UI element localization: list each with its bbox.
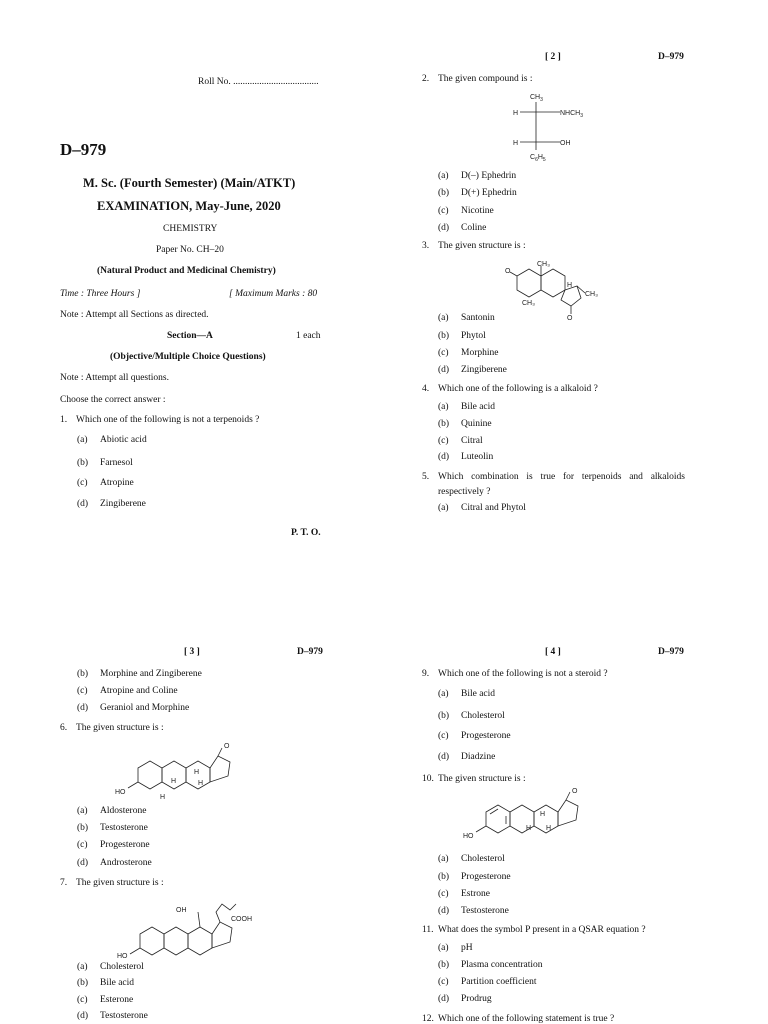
- q6-option-c: (c) Progesterone: [77, 840, 150, 850]
- page-number: [ 4 ]: [545, 647, 561, 657]
- label-ho: HO: [117, 953, 128, 960]
- note-questions: Note : Attempt all questions.: [60, 373, 169, 383]
- fischer-projection-diagram: [510, 88, 610, 164]
- page-code: D–979: [297, 647, 323, 657]
- q4-option-d: (d) Luteolin: [438, 452, 494, 462]
- pto: P. T. O.: [291, 528, 321, 538]
- label-ho: HO: [463, 833, 474, 840]
- exam-title: EXAMINATION, May-June, 2020: [97, 199, 281, 213]
- label-ch3-right: CH₃: [585, 291, 598, 298]
- label-h-bottom: H: [513, 140, 519, 147]
- label-ch3: $CH_3$: [530, 94, 543, 103]
- paper-title: (Natural Product and Medicinal Chemistry): [97, 266, 276, 276]
- maximum-marks: [ Maximum Marks : 80: [229, 289, 318, 299]
- label-cooh: COOH: [231, 916, 252, 923]
- q10-option-d: (d) Testosterone: [438, 906, 509, 916]
- question-1: 1. Which one of the following is not a terpenoids ?: [60, 415, 260, 425]
- bile-acid-structure-diagram: [112, 896, 252, 962]
- q7-option-d: (d) Testosterone: [77, 1011, 148, 1021]
- paper-code: D–979: [60, 140, 107, 159]
- q1-option-d: (d) Zingiberene: [77, 499, 146, 509]
- q5-option-b: (b) Morphine and Zingiberene: [77, 669, 202, 679]
- q2-option-c: (c) Nicotine: [438, 206, 494, 216]
- question-2: 2. The given compound is :: [422, 74, 533, 84]
- question-11: 11. What does the symbol P present in a QSAR equation ?: [422, 925, 646, 935]
- q5-option-a: (a) Citral and Phytol: [438, 503, 526, 513]
- q10-option-a: (a) Cholesterol: [438, 854, 505, 864]
- note-sections: Note : Attempt all Sections as directed.: [60, 310, 209, 320]
- question-10: 10. The given structure is :: [422, 774, 526, 784]
- q4-option-c: (c) Citral: [438, 436, 483, 446]
- q10-option-b: (b) Progesterone: [438, 872, 511, 882]
- label-o: O: [224, 743, 230, 750]
- q2-option-b: (b) D(+) Ephedrin: [438, 188, 517, 198]
- page-code: D–979: [658, 52, 684, 62]
- question-12: 12. Which one of the following statement is true ?: [422, 1014, 615, 1024]
- label-ho: HO: [115, 789, 126, 796]
- q4-option-a: (a) Bile acid: [438, 402, 496, 412]
- marks-each: 1 each: [296, 331, 321, 341]
- label-h3: H: [198, 780, 204, 787]
- q6-option-d: (d) Androsterone: [77, 858, 152, 868]
- label-oh: OH: [176, 907, 187, 914]
- label-c6h5: $C_6H_5$: [530, 154, 546, 163]
- q3-option-d: (d) Zingiberene: [438, 365, 507, 375]
- label-nhch3: $NHCH_3$: [560, 110, 584, 119]
- q3-option-a: (a) Santonin: [438, 313, 495, 323]
- q4-option-b: (b) Quinine: [438, 419, 492, 429]
- q3-option-c: (c) Morphine: [438, 348, 499, 358]
- q7-option-c: (c) Esterone: [77, 995, 134, 1005]
- q11-option-c: (c) Partition coefficient: [438, 977, 537, 987]
- question-7: 7. The given structure is :: [60, 878, 164, 888]
- page-number: [ 3 ]: [184, 647, 200, 657]
- page-code: D–979: [658, 647, 684, 657]
- q1-option-a: (a) Abiotic acid: [77, 435, 147, 445]
- q11-option-b: (b) Plasma concentration: [438, 960, 543, 970]
- q11-option-a: (a) pH: [438, 943, 473, 953]
- label-o: O: [572, 788, 578, 795]
- subject: CHEMISTRY: [163, 224, 218, 234]
- q1-option-c: (c) Atropine: [77, 478, 134, 488]
- question-5: 5. Which combination is true for terpenoids and alkaloids: [422, 472, 685, 482]
- label-h4: H: [160, 794, 166, 801]
- androsterone-structure-diagram: [110, 740, 240, 802]
- question-4: 4. Which one of the following is a alkaloid ?: [422, 384, 598, 394]
- q10-option-c: (c) Estrone: [438, 889, 491, 899]
- label-oh: OH: [560, 140, 571, 147]
- q9-option-d: (d) Diadzine: [438, 752, 496, 762]
- label-o-ketone: O: [505, 268, 511, 275]
- question-3: 3. The given structure is :: [422, 241, 526, 251]
- q1-option-b: (b) Farnesol: [77, 458, 133, 468]
- santonin-structure-diagram: [505, 258, 610, 320]
- label-h2: H: [526, 825, 532, 832]
- question-5-cont: respectively ?: [438, 487, 491, 497]
- q6-option-a: (a) Aldosterone: [77, 806, 147, 816]
- label-h: H: [567, 282, 573, 289]
- roll-no: Roll No. ....................................: [198, 77, 319, 87]
- label-ch3-bottom: CH₃: [522, 300, 535, 307]
- q7-option-b: (b) Bile acid: [77, 978, 135, 988]
- q7-option-a: (a) Cholesterol: [77, 962, 144, 972]
- q5-option-c: (c) Atropine and Coline: [77, 686, 178, 696]
- paper-number: Paper No. CH–20: [156, 245, 224, 255]
- q3-option-b: (b) Phytol: [438, 331, 486, 341]
- section-heading: Section—A: [167, 331, 213, 341]
- label-ch3-top: CH₃: [537, 261, 550, 268]
- estrone-structure-diagram: [460, 786, 590, 844]
- label-h2: H: [171, 778, 177, 785]
- label-h3: H: [546, 825, 552, 832]
- q2-option-d: (d) Coline: [438, 223, 487, 233]
- page-number: [ 2 ]: [545, 52, 561, 62]
- time-limit: Time : Three Hours ]: [60, 289, 141, 299]
- label-h-top: H: [513, 110, 519, 117]
- label-h1: H: [194, 769, 200, 776]
- q5-option-d: (d) Geraniol and Morphine: [77, 703, 190, 713]
- question-9: 9. Which one of the following is not a steroid ?: [422, 669, 608, 679]
- q9-option-c: (c) Progesterone: [438, 731, 511, 741]
- q11-option-d: (d) Prodrug: [438, 994, 492, 1004]
- label-o-lactone: O: [567, 315, 573, 320]
- question-6: 6. The given structure is :: [60, 723, 164, 733]
- label-h1: H: [540, 811, 546, 818]
- mcq-heading: (Objective/Multiple Choice Questions): [110, 352, 266, 362]
- q6-option-b: (b) Testosterone: [77, 823, 148, 833]
- instruction: Choose the correct answer :: [60, 395, 166, 405]
- course-title: M. Sc. (Fourth Semester) (Main/ATKT): [83, 176, 296, 190]
- q9-option-a: (a) Bile acid: [438, 689, 496, 699]
- q9-option-b: (b) Cholesterol: [438, 711, 505, 721]
- q2-option-a: (a) D(–) Ephedrin: [438, 171, 517, 181]
